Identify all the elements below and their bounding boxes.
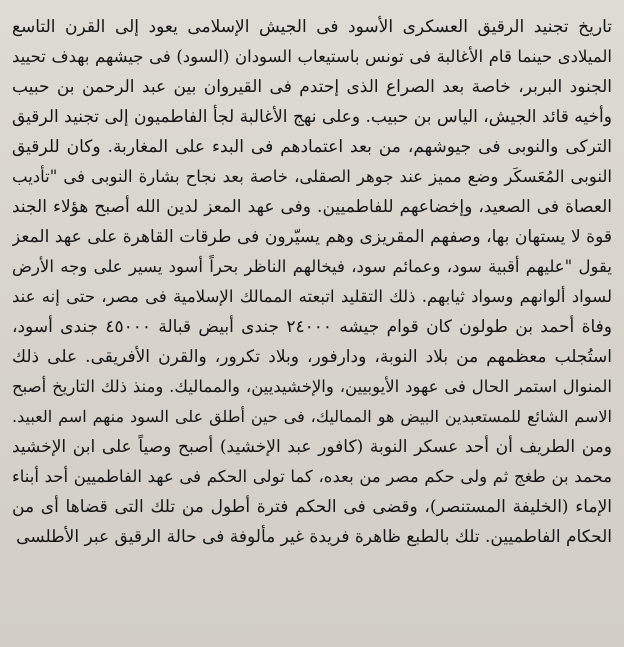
text-line-17: الإماء (الخليفة المستنصر)، وقضى فى الحكم فترة أطول من تلك التى قضاها أى من (12, 497, 612, 517)
text-line-11: وفاة أحمد بن طولون كان قوام جيشه ٢٤٠٠٠ جندى أبيض قبالة ٤٥٠٠٠ جندى أسود، (12, 317, 612, 337)
text-line-15: ومن الطريف أن أحد عسكر النوبة (كافور عبد الإخشيد) أصبح وصياً على ابن الإخشيد (12, 437, 612, 457)
text-line-9: يقول "عليهم أقبية سود، وعمائم سود، فيخالهم الناظر بحراً أسود يسير على وجه الأرض (12, 257, 612, 276)
text-line-4: وأخيه قائد الجيش، الياس بن حبيب. وعلى نهج الأغالبة لجأ الفاطميون إلى تجنيد الرقيق (12, 107, 612, 127)
text-line-6: النوبى المُعَسكَر وضع مميز عند جوهر الصقلى، خاصة بعد نجاح بشارة النوبى فى "تأديب (12, 167, 612, 186)
text-line-12: استُجلب معظمهم من بلاد النوبة، ودارفور، وبلاد تكرور، والقرن الأفريقى. على ذلك (12, 347, 612, 367)
text-line-16: محمد بن طغج ثم ولى حكم مصر من بعده، كما تولى الحكم فى عهد الفاطميين أحد أبناء (12, 467, 612, 486)
text-line-7: العصاة فى الصعيد، وإخضاعهم للفاطميين. وفى عهد المعز لدين الله أصبح هؤلاء الجند (12, 197, 612, 217)
text-line-18: الحكام الفاطميين. تلك بالطبع ظاهرة فريدة غير مألوفة فى حالة الرقيق عبر الأطلسى (16, 527, 612, 547)
text-line-10: لسواد ألوانهم وسواد ثيابهم. ذلك التقليد اتبعته الممالك الإسلامية فى مصر، حتى إنه عند (12, 287, 612, 306)
text-line-13: المنوال استمر الحال فى عهود الأيوبيين، والإخشيديين، والمماليك. ومنذ ذلك التاريخ أصبح (12, 377, 612, 396)
arabic-text-body (12, 12, 612, 552)
text-line-5: التركى والنوبى فى جيوشهم، من بعد اعتمادهم فى البدء على المغاربة. وكان للرقيق (12, 137, 612, 157)
text-line-8: قوة لا يستهان بها، وصفهم المقريزى وهم يسيّرون فى طرقات القاهرة على عهد المعز (12, 227, 612, 247)
text-line-1: تاريخ تجنيد الرقيق العسكرى الأسود فى الجيش الإسلامى يعود إلى القرن التاسع (12, 17, 612, 37)
text-line-2: الميلادى حينما قام الأغالبة فى تونس باستيعاب السودان (السود) فى جيشهم بهدف تحييد (12, 47, 612, 66)
text-line-14: الاسم الشائع للمستعبدين البيض هو المماليك، فى حين أطلق على السود منهم اسم العبيد. (12, 407, 612, 426)
text-line-3: الجنود البربر، خاصة بعد الصراع الذى إحتدم فى القيروان بين عبد الرحمن بن حبيب (12, 77, 612, 97)
